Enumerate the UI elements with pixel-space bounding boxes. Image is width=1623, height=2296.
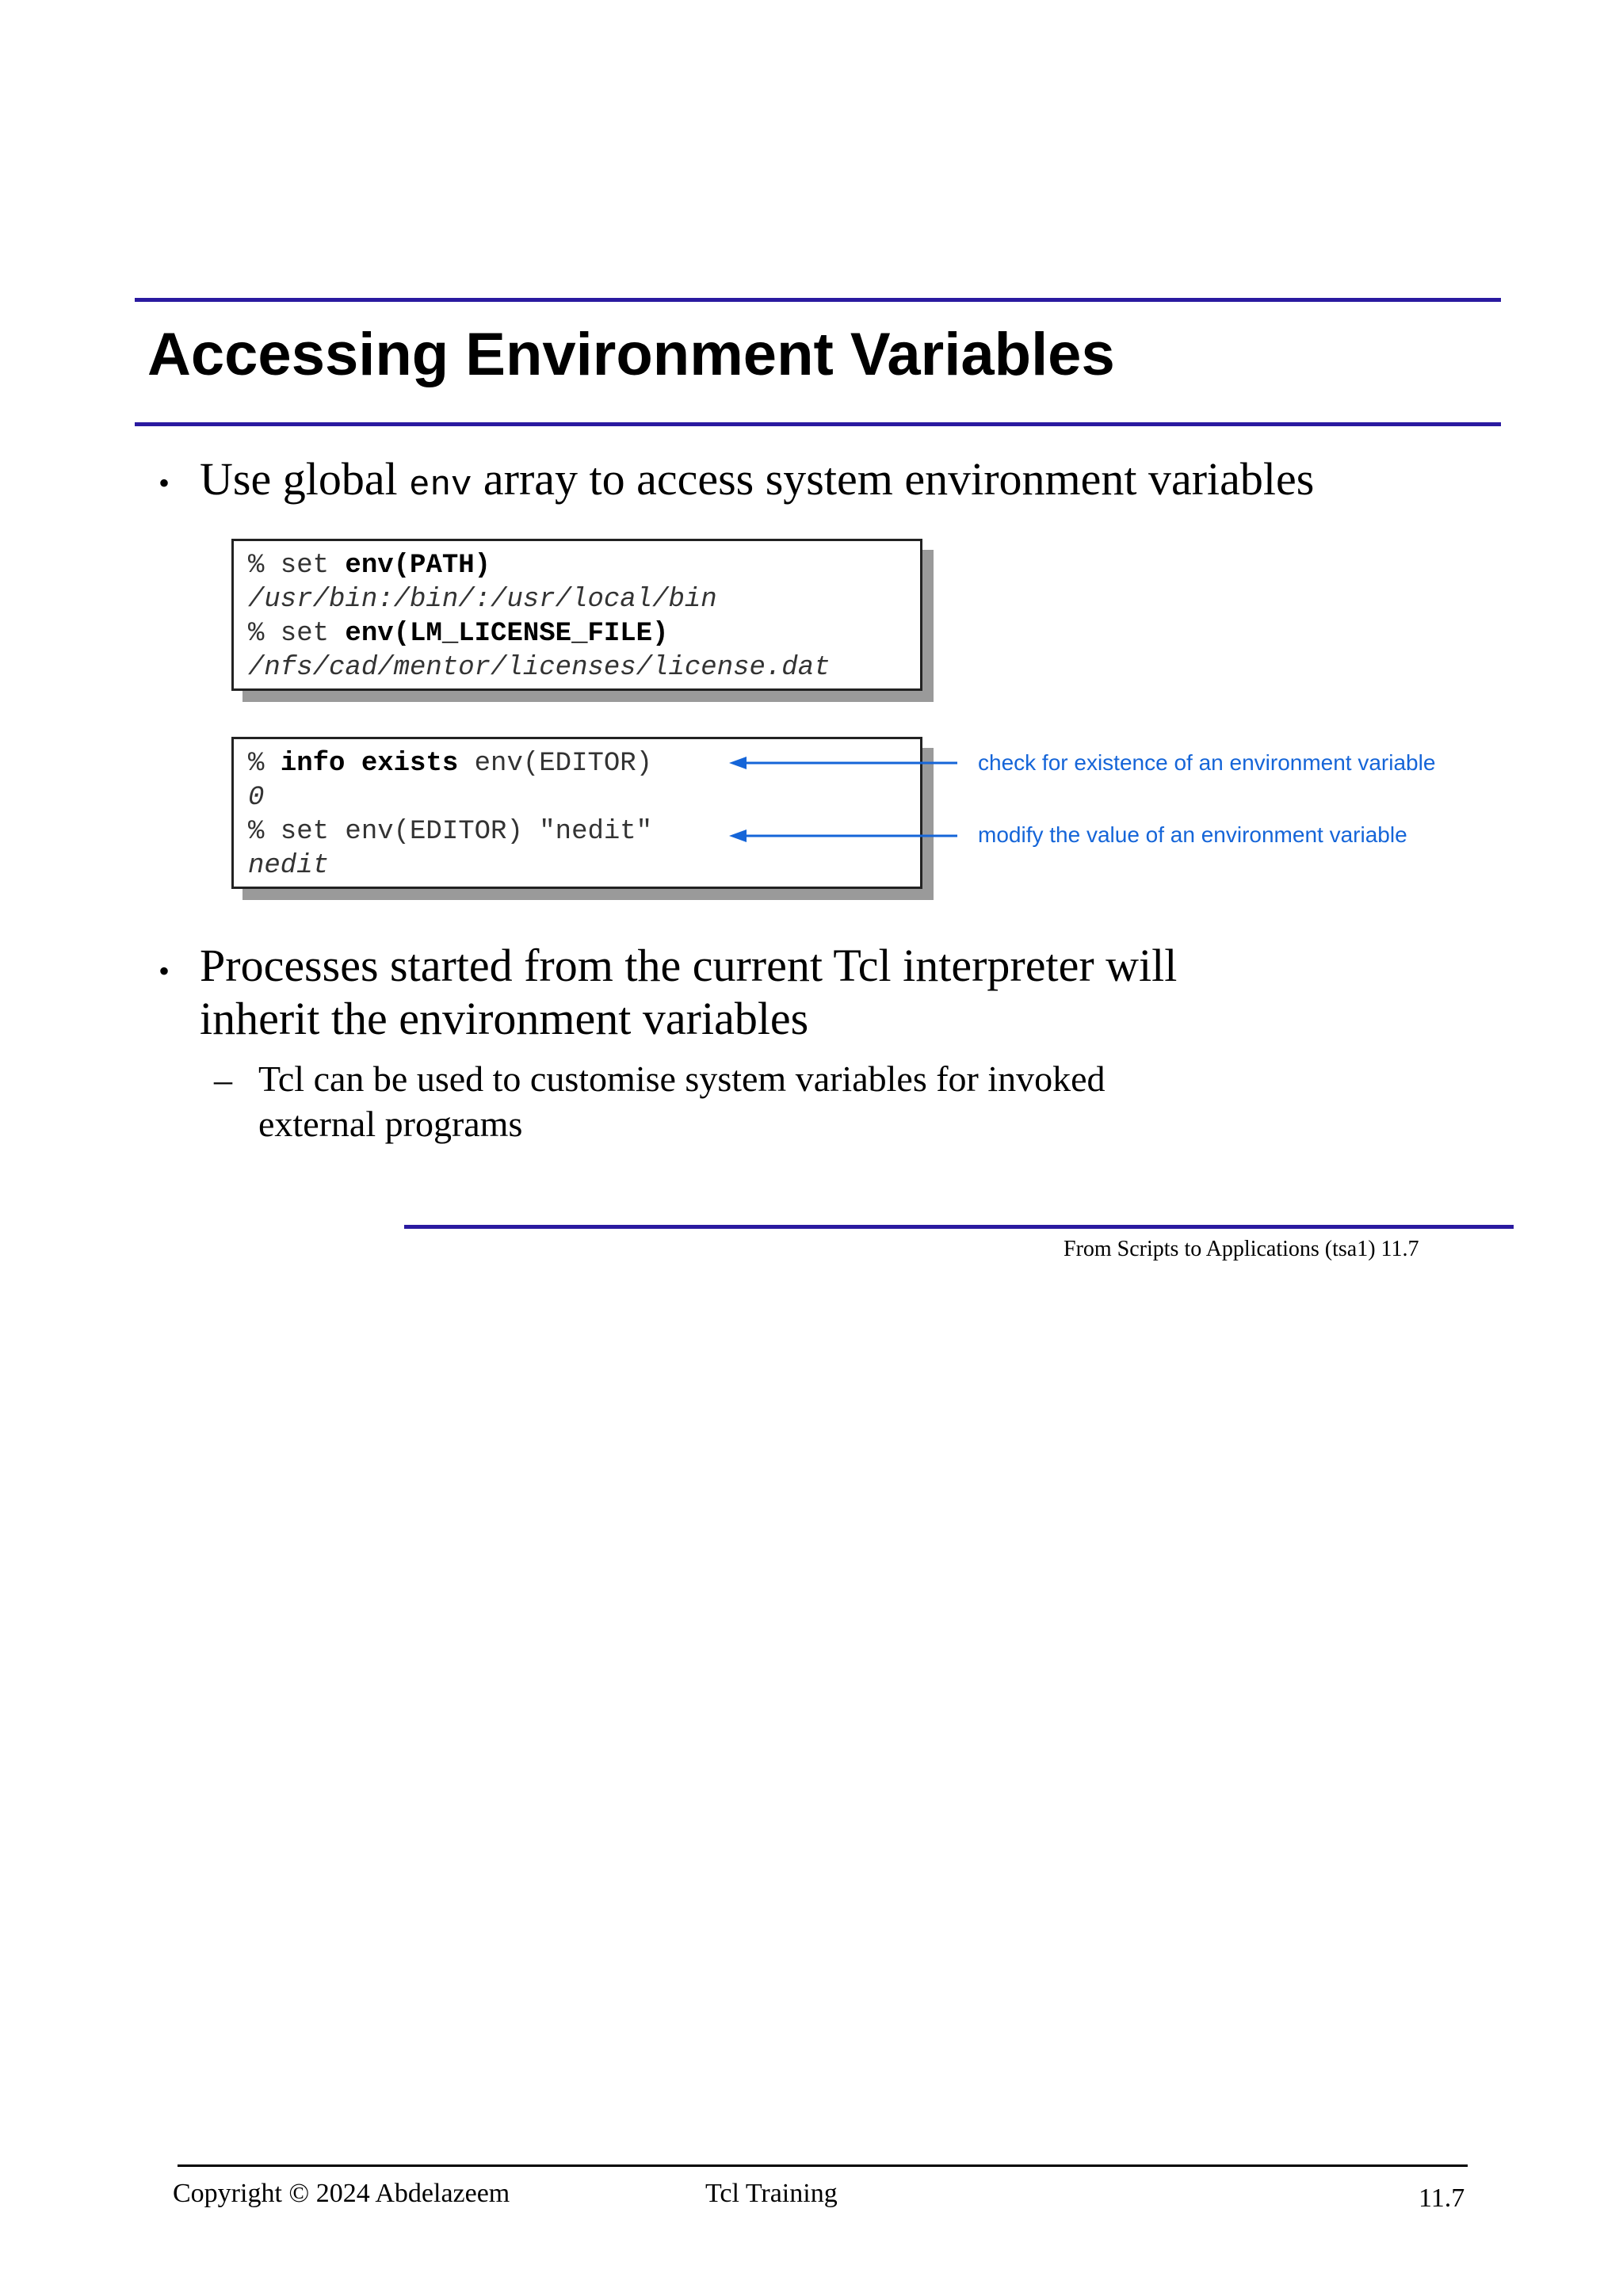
arrow-modify-value-icon	[729, 830, 957, 842]
arrow-check-existence-icon	[729, 757, 957, 769]
code-line: % set env(EDITOR) "nedit"	[248, 817, 653, 847]
footer-course: Tcl Training	[705, 2179, 838, 2208]
bullet-text-before: Use global	[200, 453, 410, 505]
inline-code-env: env	[409, 466, 472, 505]
annotation-modify-value: modify the value of an environment variable	[978, 822, 1407, 847]
bullet-text-after: array to access system environment variables	[472, 453, 1315, 505]
bullet-marker: •	[158, 465, 170, 501]
sub-bullet-line2: external programs	[258, 1104, 523, 1144]
code-rest: env(EDITOR)	[458, 749, 653, 779]
slide-footer-rule	[404, 1225, 1514, 1229]
slide-footer-text: From Scripts to Applications (tsa1) 11.7	[1064, 1237, 1419, 1261]
footer-page-number: 11.7	[1419, 2183, 1465, 2213]
code-keyword: env(LM_LICENSE_FILE)	[345, 619, 669, 649]
bullet-processes-line2: inherit the environment variables	[200, 993, 809, 1044]
sub-bullet-line1: Tcl can be used to customise system variables for invoked	[258, 1058, 1106, 1099]
code-output: /usr/bin:/bin/:/usr/local/bin	[248, 585, 717, 615]
page-title: Accessing Environment Variables	[147, 321, 1115, 388]
bullet-marker: •	[158, 953, 170, 989]
code-output: 0	[248, 783, 265, 813]
bullet-processes-line1: Processes started from the current Tcl interpreter will	[200, 940, 1178, 991]
code-keyword: info exists	[280, 749, 459, 779]
footer-copyright: Copyright © 2024 Abdelazeem	[173, 2179, 510, 2208]
page-footer-rule	[178, 2164, 1468, 2167]
code-prompt: % set	[248, 551, 346, 581]
code-prompt: %	[248, 749, 281, 779]
code-prompt: % set	[248, 619, 346, 649]
sub-bullet-dash: –	[214, 1059, 232, 1100]
code-output: /nfs/cad/mentor/licenses/license.dat	[248, 653, 831, 683]
annotation-check-existence: check for existence of an environment variable	[978, 750, 1436, 775]
code-output: nedit	[248, 851, 330, 881]
code-keyword: env(PATH)	[345, 551, 491, 581]
